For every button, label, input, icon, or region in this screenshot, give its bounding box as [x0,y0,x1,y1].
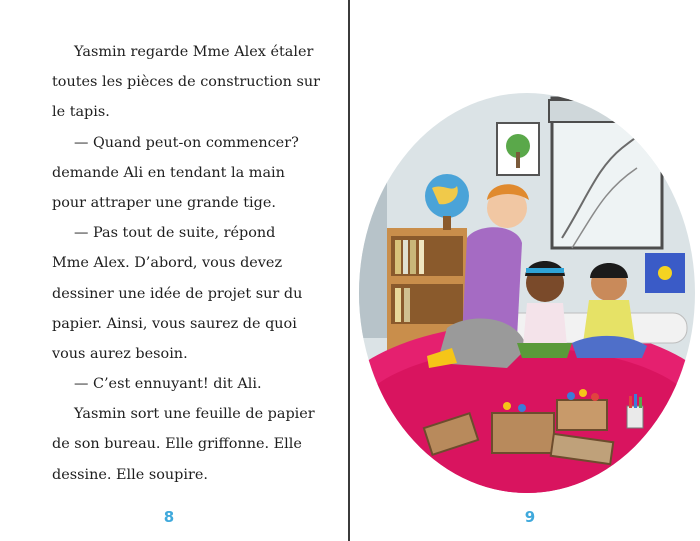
story-text [52,37,342,490]
page-number-right: 9 [524,508,536,526]
classroom-illustration-icon [357,88,697,493]
text-line: Mme Alex. D’abord, vous devez [52,255,283,272]
text-line: Yasmin sort une feuille de papier [74,406,315,423]
left-page [0,0,349,541]
text-line: demande Ali en tendant la main [52,164,285,181]
text-line: dessine. Elle soupire. [52,466,208,483]
text-line: le tapis. [52,104,110,121]
text-line: — Pas tout de suite, répond [74,225,276,242]
text-line: papier. Ainsi, vous saurez de quoi [52,315,297,332]
right-page [351,0,700,541]
book-gutter [348,0,350,541]
text-line: de son bureau. Elle griffonne. Elle [52,436,302,453]
page-number-left: 8 [163,508,175,526]
text-line: dessiner une idée de projet sur du [52,285,303,302]
text-line: vous aurez besoin. [52,345,188,362]
text-line: — C’est ennuyant! dit Ali. [74,376,262,393]
text-line: — Quand peut-on commencer? [74,134,299,151]
text-line: toutes les pièces de construction sur [52,74,321,91]
text-line: pour attraper une grande tige. [52,194,276,211]
text-line: Yasmin regarde Mme Alex étaler [74,44,314,60]
